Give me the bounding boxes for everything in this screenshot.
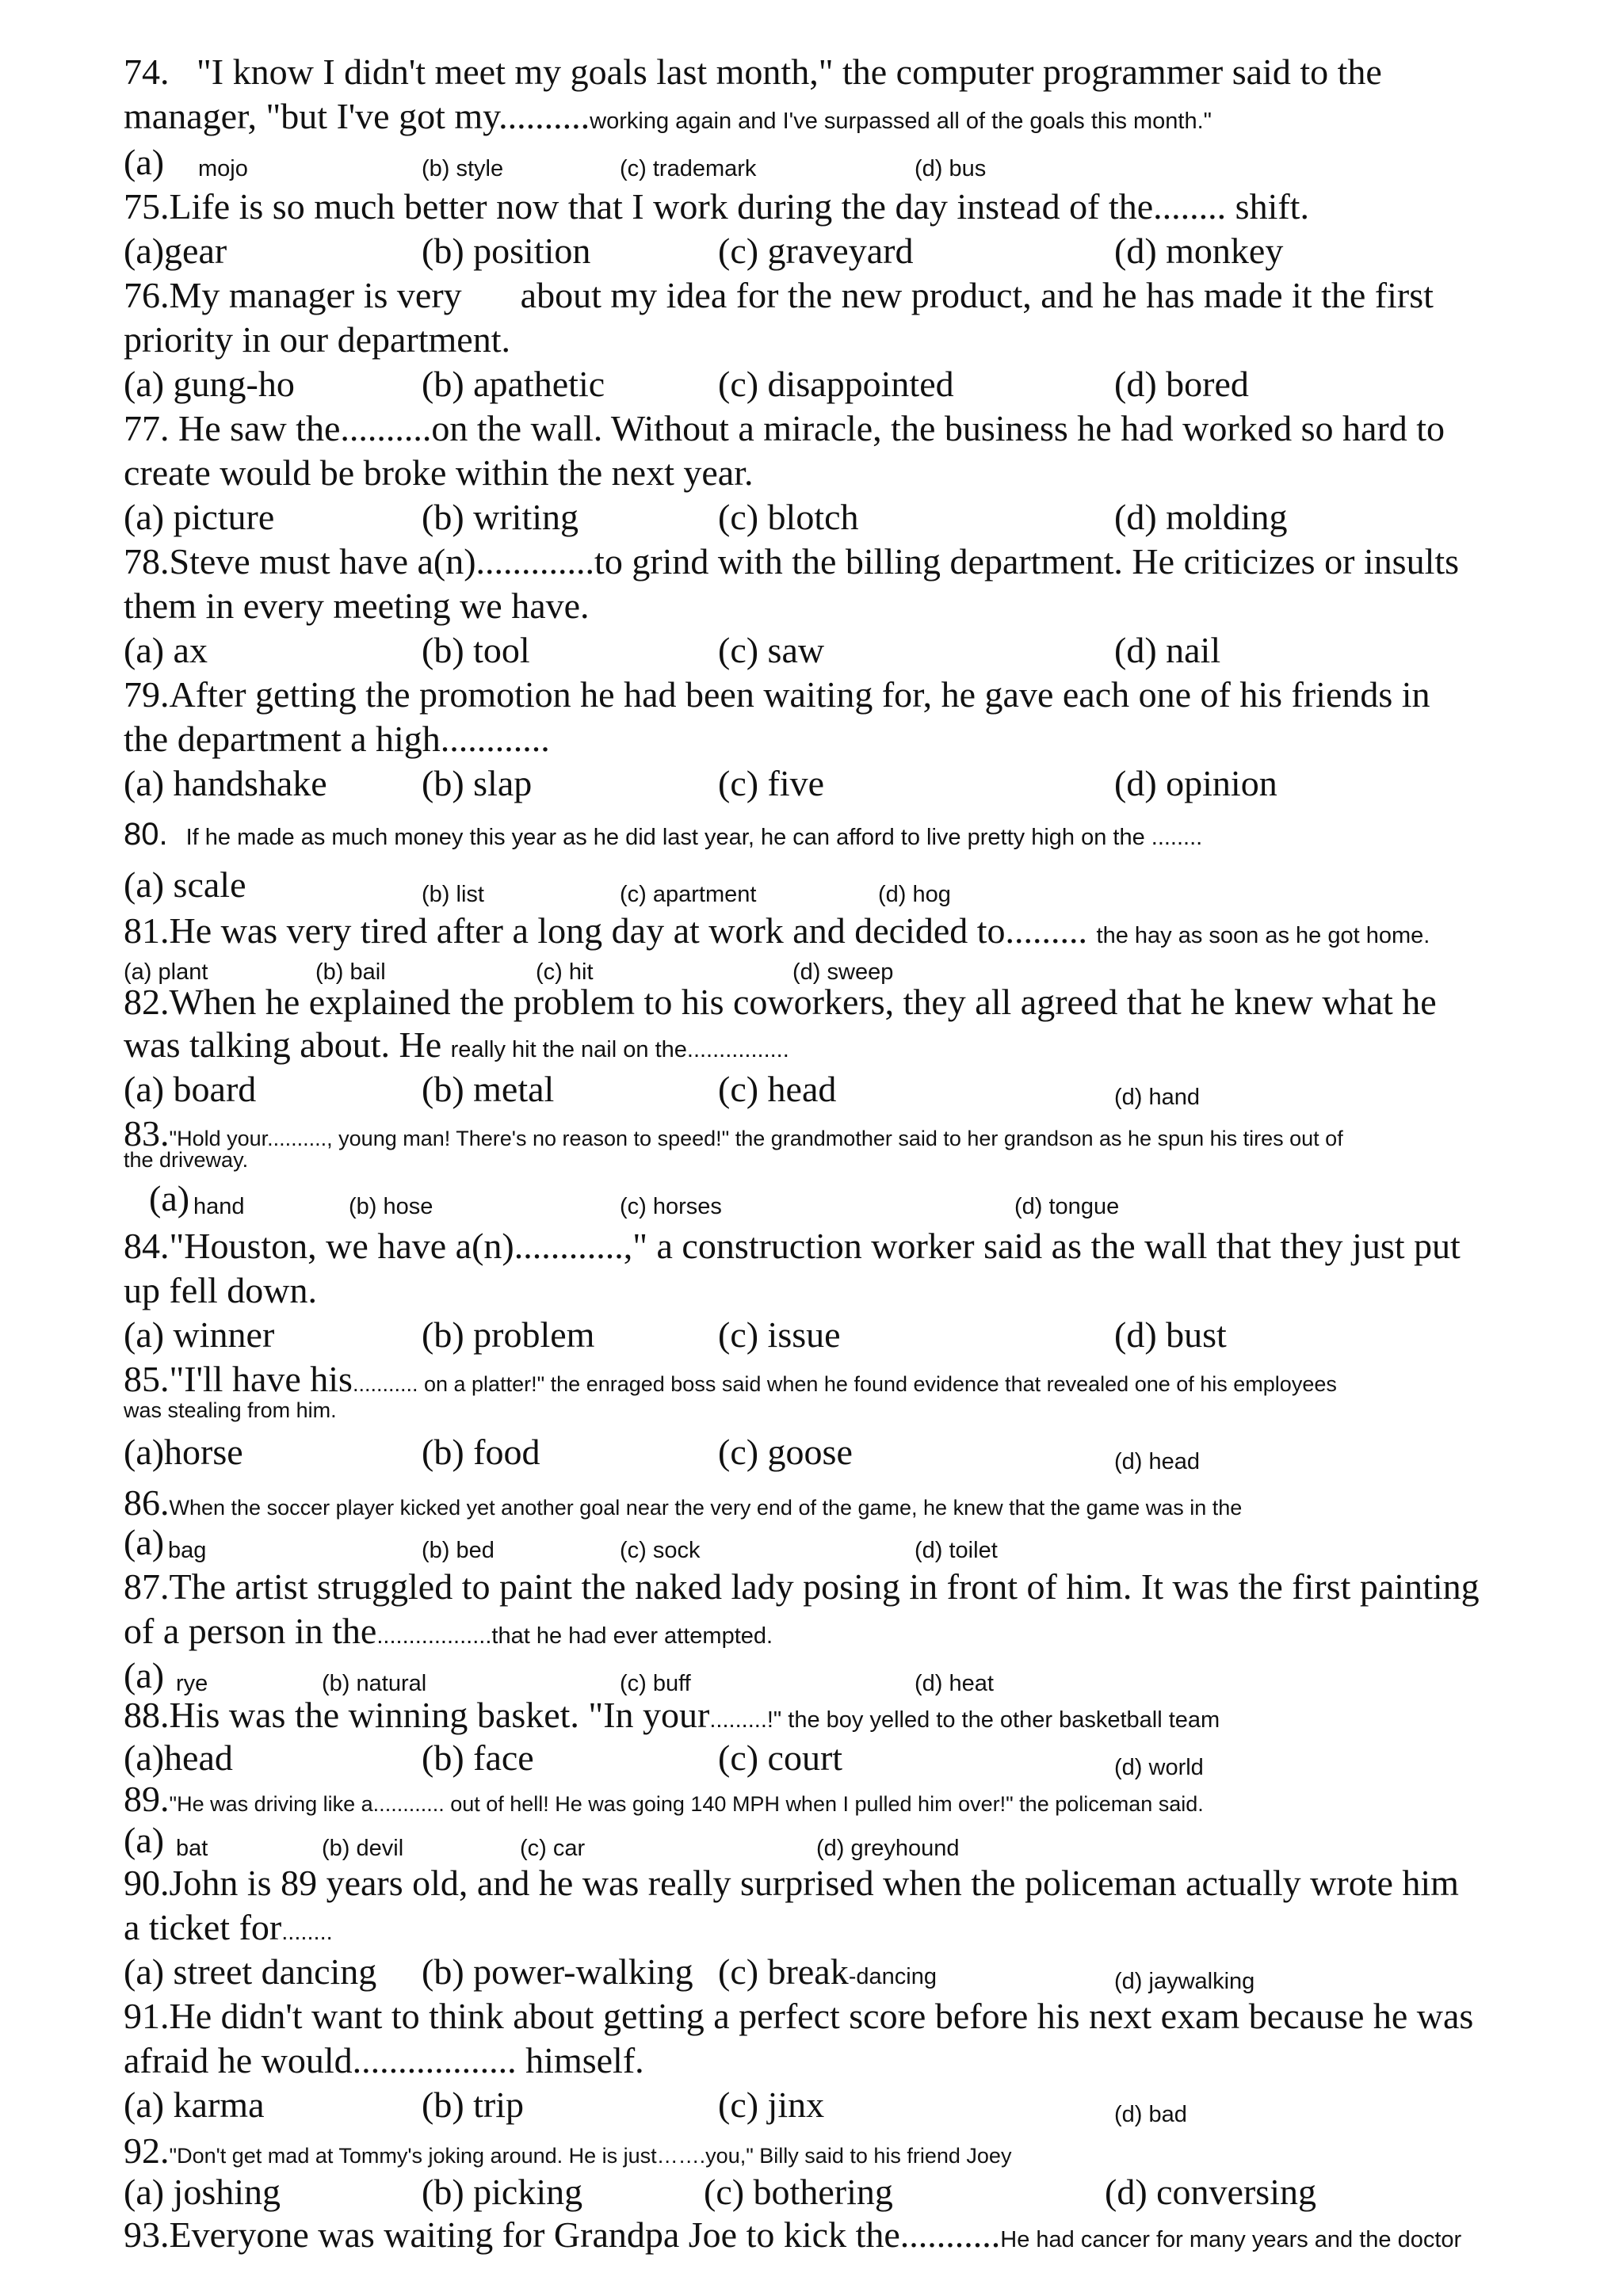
option-a: (a) board bbox=[124, 1069, 257, 1109]
option-b: (b) writing bbox=[422, 497, 579, 537]
question-87-line-1: 87.The artist struggled to paint the naked lady posing in front of him. It was the first painting bbox=[124, 1566, 1480, 1607]
option-c: (c) break-dancing bbox=[718, 1951, 937, 1992]
question-89-line-1: 89."He was driving like a............ out of hell! He was going 140 MPH when I pulled him over!" the policeman said. bbox=[124, 1779, 1204, 1819]
question-84-line-2: up fell down. bbox=[124, 1270, 318, 1310]
option-d: (d) greyhound bbox=[816, 1836, 960, 1861]
option-a: bag bbox=[168, 1538, 207, 1563]
option-a: mojo bbox=[198, 156, 248, 181]
question-75-line-1: 75.Life is so much better now that I work during the day instead of the........ shift. bbox=[124, 186, 1309, 227]
option-d: (d) bored bbox=[1114, 364, 1249, 404]
option-b: (b) natural bbox=[322, 1671, 427, 1696]
option-d: (d) world bbox=[1114, 1755, 1204, 1780]
option-d: (d) bust bbox=[1114, 1314, 1227, 1355]
option-b: (b) food bbox=[422, 1432, 540, 1472]
question-90-line-1: 90.John is 89 years old, and he was really surprised when the policeman actually wrote him bbox=[124, 1863, 1459, 1903]
option-b: (b) metal bbox=[422, 1069, 555, 1109]
option-a: (a) plant bbox=[124, 959, 208, 985]
question-88-line-1: 88.His was the winning basket. "In your.........!" the boy yelled to the other basketball team bbox=[124, 1695, 1220, 1735]
option-a-prefix: (a) bbox=[149, 1178, 190, 1219]
question-83-line-1: 83."Hold your.........., young man! There's no reason to speed!" the grandmother said to her grandson as he spun his tires out of bbox=[124, 1113, 1343, 1154]
option-b: (b) list bbox=[422, 882, 484, 907]
option-d: (d) molding bbox=[1114, 497, 1288, 537]
option-c: (c) disappointed bbox=[718, 364, 954, 404]
option-b: (b) bed bbox=[422, 1538, 495, 1563]
option-a: (a) winner bbox=[124, 1314, 275, 1355]
option-d: (d) tongue bbox=[1014, 1194, 1120, 1219]
option-b: (b) hose bbox=[349, 1194, 433, 1219]
option-c: (c) jinx bbox=[718, 2084, 825, 2125]
option-c: (c) five bbox=[718, 763, 825, 803]
question-78-line-2: them in every meeting we have. bbox=[124, 585, 590, 626]
question-78-line-1: 78.Steve must have a(n).............to grind with the billing department. He criticizes or insults bbox=[124, 541, 1460, 582]
option-a: (a) karma bbox=[124, 2084, 265, 2125]
question-79-line-2: the department a high............ bbox=[124, 719, 550, 759]
option-a: hand bbox=[193, 1194, 245, 1219]
option-c: (c) graveyard bbox=[718, 231, 914, 271]
question-90-line-2: a ticket for........ bbox=[124, 1907, 333, 1947]
question-74-line-2: manager, "but I've got my..........working again and I've surpassed all of the goals this month." bbox=[124, 96, 1212, 136]
question-82-line-1: 82.When he explained the problem to his coworkers, they all agreed that he knew what he bbox=[124, 982, 1437, 1022]
option-c: (c) trademark bbox=[620, 156, 757, 181]
option-b: (b) position bbox=[422, 231, 591, 271]
question-87-line-2: of a person in the..................that he had ever attempted. bbox=[124, 1611, 773, 1651]
question-85-line-2: was stealing from him. bbox=[124, 1398, 337, 1422]
question-77-line-1: 77. He saw the..........on the wall. Without a miracle, the business he had worked so hard to bbox=[124, 408, 1445, 448]
option-b: (b) picking bbox=[422, 2172, 583, 2212]
option-c: (c) hit bbox=[536, 959, 594, 985]
option-d: (d) head bbox=[1114, 1449, 1201, 1474]
option-a: (a) ax bbox=[124, 630, 208, 670]
question-80-line-1: 80. If he made as much money this year as he did last year, he can afford to live pretty high on the ........ bbox=[124, 817, 1203, 852]
option-b: (b) bail bbox=[315, 959, 386, 985]
question-86-line-1: 86.When the soccer player kicked yet another goal near the very end of the game, he knew that the game was in the bbox=[124, 1482, 1243, 1523]
option-c: (c) goose bbox=[718, 1432, 853, 1472]
question-74-line-1: 74. "I know I didn't meet my goals last month," the computer programmer said to the bbox=[124, 51, 1382, 92]
option-d: (d) conversing bbox=[1105, 2172, 1316, 2212]
option-a: (a) picture bbox=[124, 497, 275, 537]
option-b: (b) style bbox=[422, 156, 504, 181]
option-c: (c) bothering bbox=[704, 2172, 893, 2212]
option-c: (c) court bbox=[718, 1737, 843, 1778]
option-a: (a)gear bbox=[124, 231, 227, 271]
option-d: (d) jaywalking bbox=[1114, 1969, 1255, 1994]
option-a: (a)head bbox=[124, 1737, 233, 1778]
option-d: (d) sweep bbox=[792, 959, 894, 985]
option-a: (a)horse bbox=[124, 1432, 243, 1472]
option-b: (b) slap bbox=[422, 763, 533, 803]
option-d: (d) opinion bbox=[1114, 763, 1277, 803]
question-93-line-1: 93.Everyone was waiting for Grandpa Joe to kick the...........He had cancer for many years and the doctor bbox=[124, 2214, 1462, 2255]
option-c: (c) blotch bbox=[718, 497, 859, 537]
option-c: (c) apartment bbox=[620, 882, 757, 907]
option-d: (d) hog bbox=[878, 882, 951, 907]
option-a: rye bbox=[176, 1671, 208, 1696]
option-b: (b) devil bbox=[322, 1836, 404, 1861]
option-c: (c) saw bbox=[718, 630, 825, 670]
option-b: (b) face bbox=[422, 1737, 534, 1778]
option-c: (c) sock bbox=[620, 1538, 701, 1563]
option-d: (d) toilet bbox=[915, 1538, 998, 1563]
option-b: (b) apathetic bbox=[422, 364, 605, 404]
question-91-line-2: afraid he would.................. himself. bbox=[124, 2040, 644, 2081]
option-b: (b) power-walking bbox=[422, 1951, 693, 1992]
question-77-line-2: create would be broke within the next year. bbox=[124, 452, 754, 493]
option-a: (a) street dancing bbox=[124, 1951, 377, 1992]
option-d: (d) heat bbox=[915, 1671, 994, 1696]
question-83-line-2: the driveway. bbox=[124, 1148, 249, 1172]
option-a-prefix: (a) bbox=[124, 142, 165, 182]
option-b: (b) problem bbox=[422, 1314, 595, 1355]
option-a: bat bbox=[176, 1836, 208, 1861]
option-b: (b) trip bbox=[422, 2084, 525, 2125]
option-c: (c) issue bbox=[718, 1314, 841, 1355]
question-85-line-1: 85."I'll have his........... on a platter!" the enraged boss said when he found evidence that revealed one of his employees bbox=[124, 1359, 1337, 1399]
question-81-line-1: 81.He was very tired after a long day at work and decided to......... the hay as soon as he got home. bbox=[124, 910, 1430, 951]
option-a-prefix: (a) bbox=[124, 1522, 165, 1562]
question-91-line-1: 91.He didn't want to think about getting a perfect score before his next exam because he was bbox=[124, 1996, 1474, 2036]
option-a: (a) joshing bbox=[124, 2172, 281, 2212]
option-c: (c) buff bbox=[620, 1671, 691, 1696]
option-a: (a) gung-ho bbox=[124, 364, 295, 404]
option-c: (c) horses bbox=[620, 1194, 722, 1219]
option-d: (d) nail bbox=[1114, 630, 1221, 670]
option-a: (a) handshake bbox=[124, 763, 327, 803]
option-c: (c) car bbox=[520, 1836, 586, 1861]
option-c: (c) head bbox=[718, 1069, 837, 1109]
option-a-prefix: (a) bbox=[124, 1655, 165, 1695]
option-a: (a) scale bbox=[124, 864, 246, 905]
option-b: (b) tool bbox=[422, 630, 530, 670]
option-d: (d) bus bbox=[915, 156, 987, 181]
option-a-prefix: (a) bbox=[124, 1820, 165, 1860]
question-84-line-1: 84."Houston, we have a(n)............," a construction worker said as the wall that they just put bbox=[124, 1226, 1461, 1266]
question-79-line-1: 79.After getting the promotion he had been waiting for, he gave each one of his friends in bbox=[124, 674, 1430, 715]
question-76-line-2: priority in our department. bbox=[124, 319, 510, 360]
question-92-line-1: 92."Don't get mad at Tommy's joking around. He is just…….you," Billy said to his friend Joey bbox=[124, 2130, 1012, 2171]
option-d: (d) bad bbox=[1114, 2102, 1187, 2127]
question-82-line-2: was talking about. He really hit the nail on the................ bbox=[124, 1024, 789, 1065]
option-d: (d) monkey bbox=[1114, 231, 1284, 271]
question-76-line-1: 76.My manager is very about my idea for the new product, and he has made it the first bbox=[124, 275, 1434, 315]
option-d: (d) hand bbox=[1114, 1085, 1201, 1110]
